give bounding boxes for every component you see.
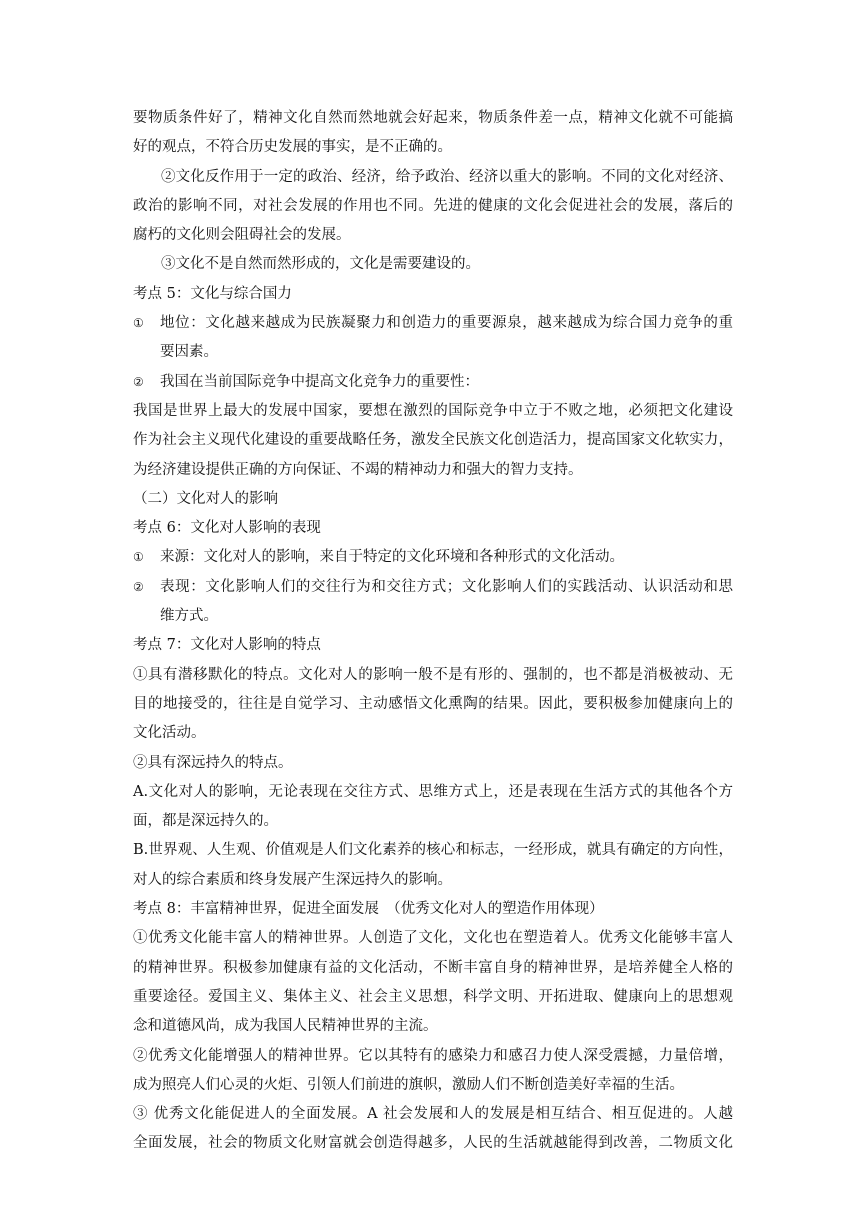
text-line [133,456,733,485]
line-text: 维方式。 [160,608,218,625]
line-text: A.文化对人的影响，无论表现在交往方式、思维方式上，还是表现在生活方式的其他各个方 [133,783,733,800]
line-text: （二）文化对人的影响 [133,490,278,507]
text-line [133,133,733,162]
text-line [133,104,733,133]
line-text: 考点 8：丰富精神世界，促进全面发展 （优秀文化对人的塑造作用体现） [133,901,604,918]
text-line [133,778,733,807]
line-text: ②具有深远持久的特点。 [133,754,293,771]
line-text: ①具有潜移默化的特点。文化对人的影响一般不是有形的、强制的，也不都是消极被动、无 [133,666,733,683]
text-line [133,543,733,572]
text-line [133,1129,733,1158]
text-line [133,573,733,602]
text-line [133,192,733,221]
text-line [133,807,733,836]
line-text: ③文化不是自然而然形成的，文化是需要建设的。 [161,256,480,273]
line-text: 表现：文化影响人们的交往行为和交往方式；文化影响人们的实践活动、认识活动和思 [160,578,733,595]
text-line [133,514,733,543]
text-line [133,866,733,895]
line-text: 对人的综合素质和终身发展产生深远持久的影响。 [133,871,452,888]
text-line [133,836,733,865]
text-line [133,368,733,397]
text-line [133,280,733,309]
text-line [133,485,733,514]
text-line [133,1100,733,1129]
text-line [133,631,733,660]
line-text: 考点 7：文化对人影响的特点 [133,637,321,654]
line-text: 为经济建设提供正确的方向保证、不竭的精神动力和强大的智力支持。 [133,461,583,478]
line-text: 全面发展，社会的物质文化财富就会创造得越多，人民的生活就越能得到改善，二物质文化 [133,1135,733,1152]
text-line [133,397,733,426]
text-line [133,895,733,924]
line-text: ②优秀文化能增强人的精神世界。它以其特有的感染力和感召力使人深受震撼，力量倍增， [133,1047,733,1064]
line-text: 我国是世界上最大的发展中国家，要想在激烈的国际竞争中立于不败之地，必须把文化建设 [133,402,733,419]
line-text: 考点 6：文化对人影响的表现 [133,520,321,537]
line-text: 成为照亮人们心灵的火炬、引领人们前进的旗帜，激励人们不断创造美好幸福的生活。 [133,1076,684,1093]
text-line [133,954,733,983]
line-text: 念和道德风尚，成为我国人民精神世界的主流。 [133,1018,438,1035]
line-text: 作为社会主义现代化建设的重要战略任务，激发全民族文化创造活力，提高国家文化软实力， [133,432,733,449]
text-line [133,690,733,719]
text-line [133,661,733,690]
line-text: 重要途径。爱国主义、集体主义、社会主义思想，科学文明、开拓进取、健康向上的思想观 [133,988,733,1005]
text-line [133,1012,733,1041]
text-line [133,338,733,367]
line-text: ③ 优秀文化能促进人的全面发展。A 社会发展和人的发展是相互结合、相互促进的。人越 [133,1106,733,1123]
text-line [133,602,733,631]
list-marker: ① [133,550,144,565]
text-line [133,221,733,250]
line-text: 地位：文化越来越成为民族凝聚力和创造力的重要源泉，越来越成为综合国力竞争的重 [160,315,733,332]
line-text: 我国在当前国际竞争中提高文化竞争力的重要性： [160,373,479,390]
text-line [133,163,733,192]
line-text: 来源：文化对人的影响，来自于特定的文化环境和各种形式的文化活动。 [160,549,624,566]
text-line [133,426,733,455]
text-line [133,309,733,338]
text-line [133,250,733,279]
list-marker: ② [133,579,144,594]
line-text: 的精神世界。积极参加健康有益的文化活动，不断丰富自身的精神世界，是培养健全人格的 [133,959,733,976]
text-line [133,924,733,953]
line-text: ②文化反作用于一定的政治、经济，给予政治、经济以重大的影响。不同的文化对经济、 [161,168,733,185]
line-text: 面，都是深远持久的。 [133,813,278,830]
line-text: 考点 5：文化与综合国力 [133,285,292,302]
line-text: 目的地接受的，往往是自觉学习、主动感悟文化熏陶的结果。因此，要积极参加健康向上的 [133,695,733,712]
list-marker: ① [133,316,144,331]
list-marker: ② [133,374,144,389]
line-text: 好的观点，不符合历史发展的事实，是不正确的。 [133,139,452,156]
text-line [133,983,733,1012]
text-line [133,749,733,778]
line-text: B.世界观、人生观、价值观是人们文化素养的核心和标志，一经形成，就具有确定的方向性， [133,842,733,859]
line-text: ①优秀文化能丰富人的精神世界。人创造了文化，文化也在塑造着人。优秀文化能够丰富人 [133,930,733,947]
line-text: 政治的影响不同，对社会发展的作用也不同。先进的健康的文化会促进社会的发展，落后的 [133,197,733,214]
line-text: 文化活动。 [133,725,206,742]
line-text: 要因素。 [160,344,218,361]
text-line [133,719,733,748]
document-page [133,104,733,1159]
line-text: 腐朽的文化则会阻碍社会的发展。 [133,227,351,244]
text-line [133,1042,733,1071]
text-line [133,1071,733,1100]
line-text: 要物质条件好了，精神文化自然而然地就会好起来，物质条件差一点，精神文化就不可能搞 [133,110,733,126]
